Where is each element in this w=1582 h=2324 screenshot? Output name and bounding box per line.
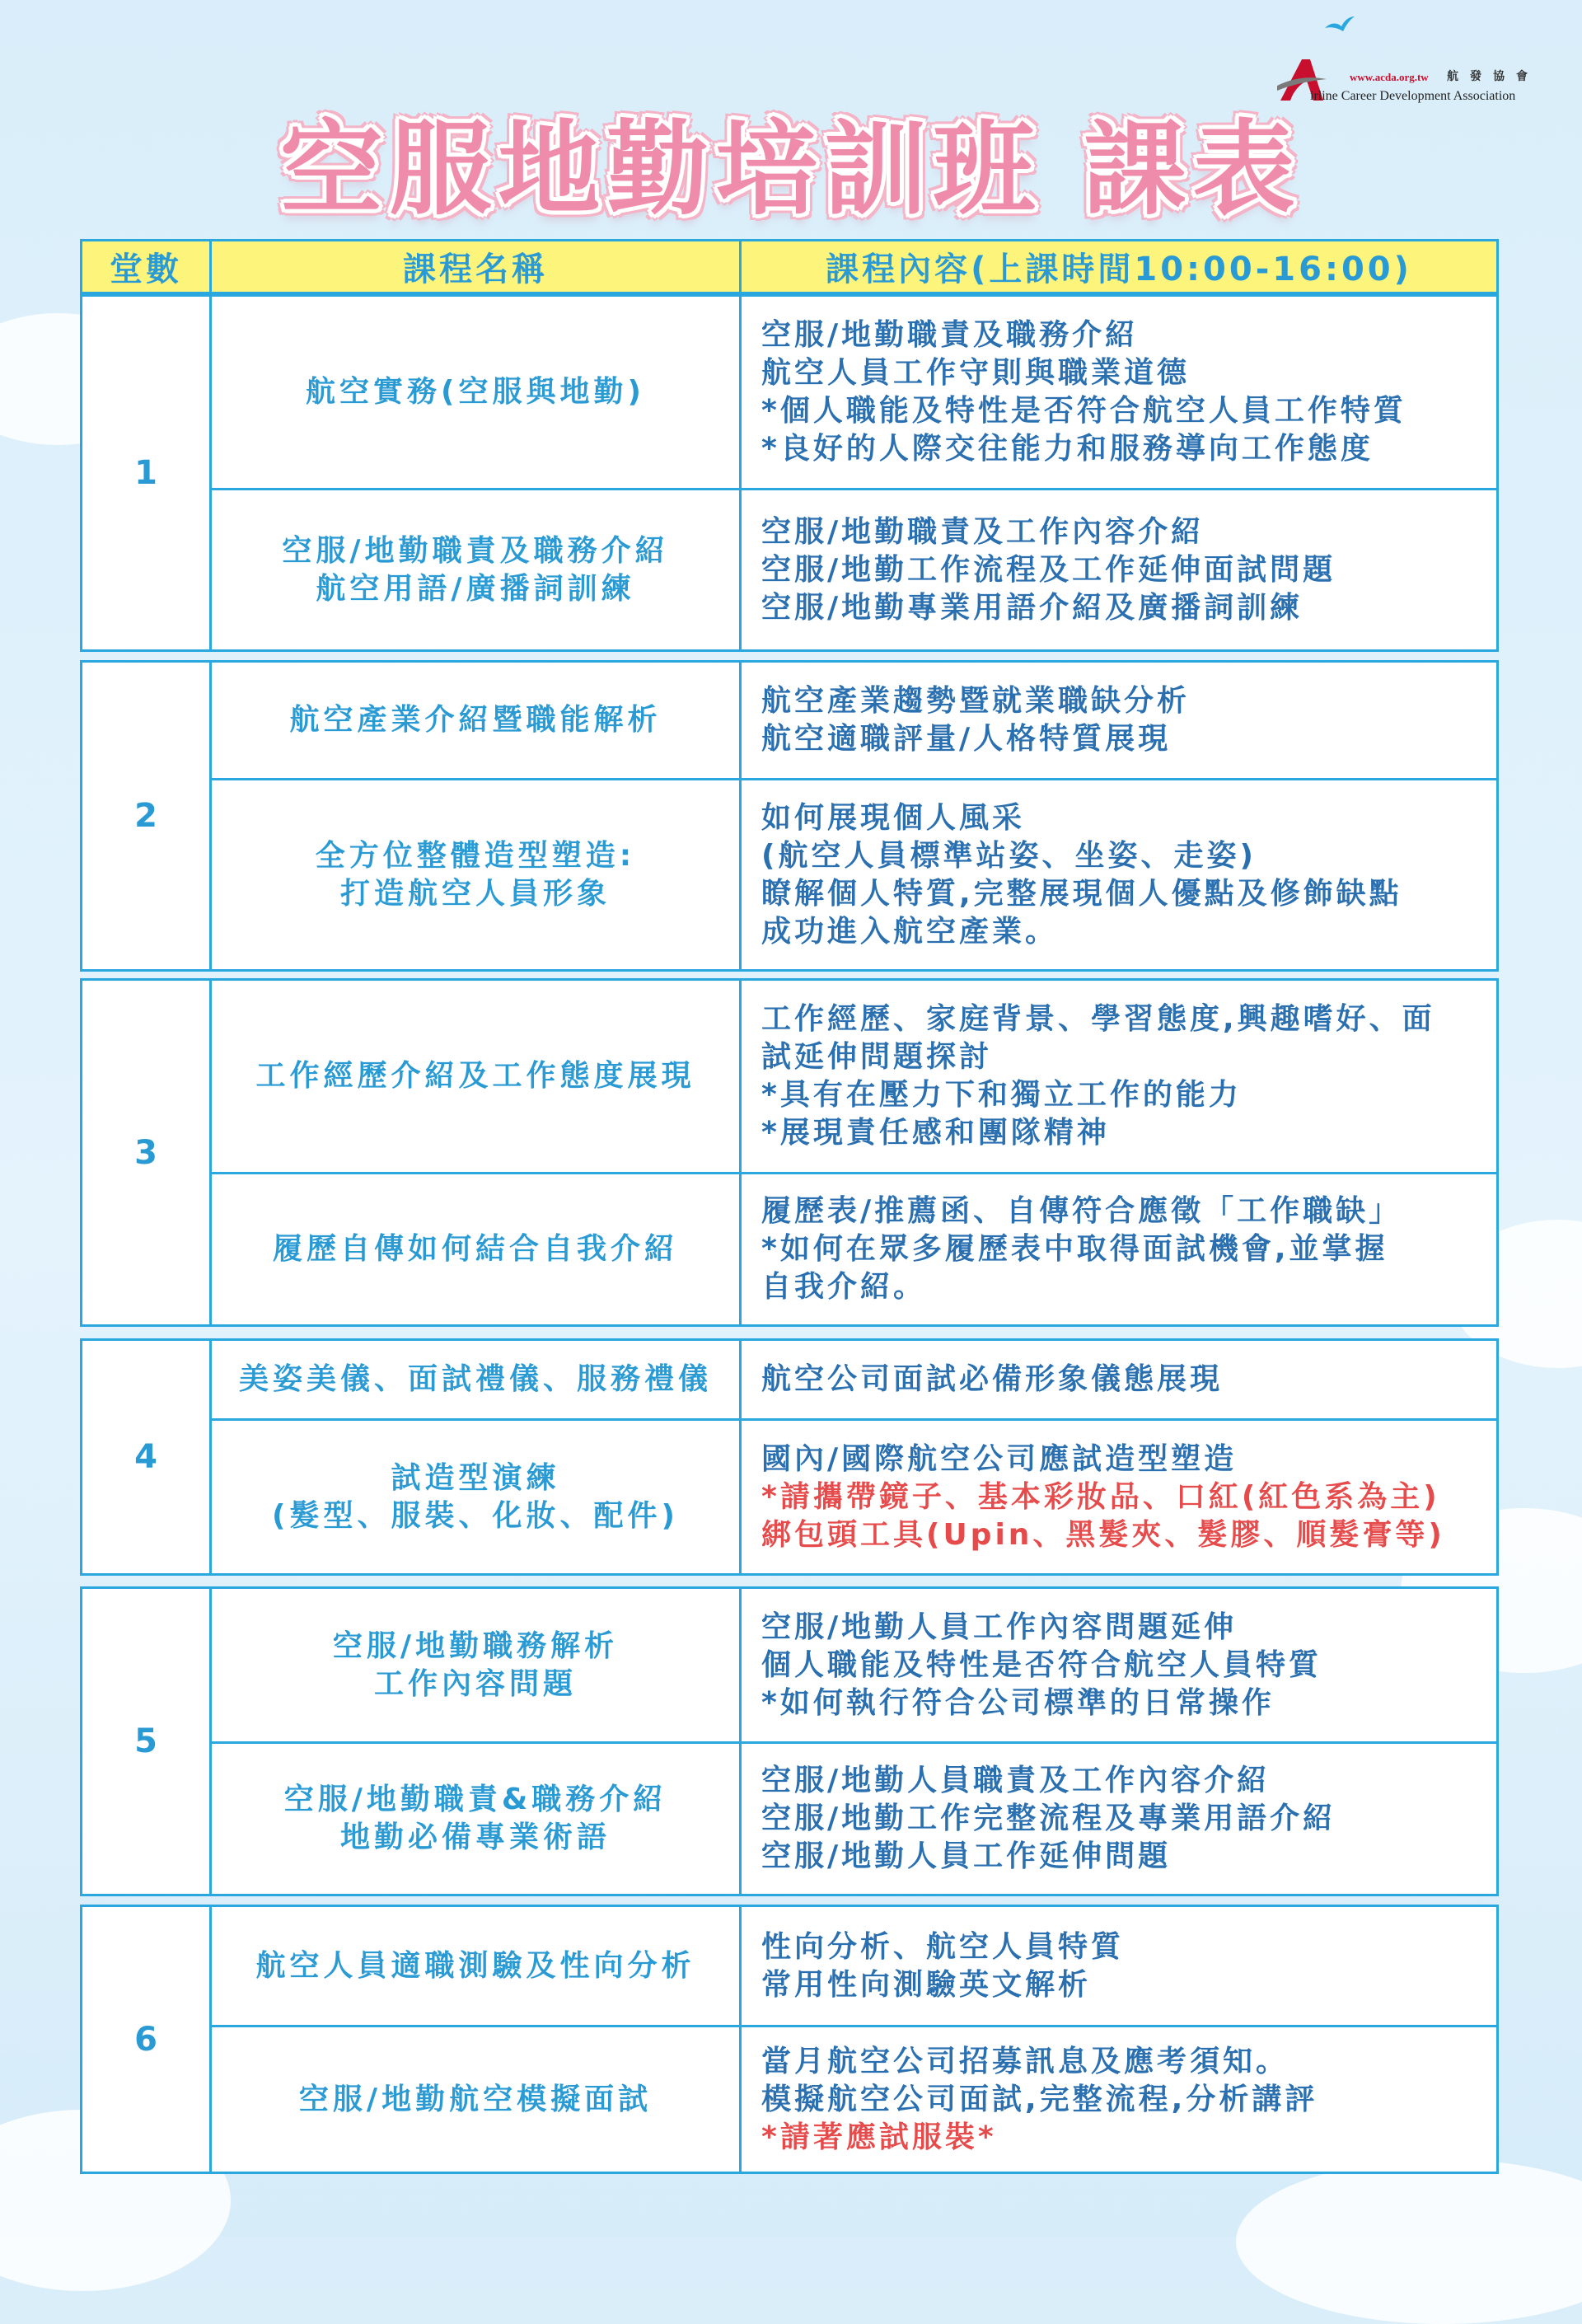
table-row <box>212 663 1496 778</box>
content-line: 自我介紹。 <box>761 1270 927 1304</box>
table-row <box>212 2025 1496 2172</box>
content-line: 航空人員工作守則與職業道德 <box>761 356 1191 390</box>
course-name-cell <box>212 1907 742 2025</box>
course-content-cell <box>742 2027 1496 2172</box>
session-number: 2 <box>82 663 212 969</box>
course-name-line: 航空實務(空服與地勤) <box>306 375 645 409</box>
table-row <box>212 1418 1496 1573</box>
course-name-line: 空服/地勤職責及職務介紹 <box>282 533 669 568</box>
content-line: 性向分析、航空人員特質 <box>761 1929 1125 1964</box>
course-content-cell <box>742 490 1496 649</box>
course-name-cell <box>212 981 742 1172</box>
content-line: 航空產業趨勢暨就業職缺分析 <box>761 684 1191 718</box>
session-group <box>80 660 1499 972</box>
content-line: 空服/地勤人員職責及工作內容介紹 <box>761 1764 1271 1797</box>
content-line: 履歷表/推薦函、自傳符合應徵「工作職缺」 <box>761 1194 1402 1228</box>
session-number: 1 <box>82 297 212 649</box>
course-name-cell <box>212 663 742 778</box>
table-row <box>212 1589 1496 1741</box>
content-line: 工作經歷、家庭背景、學習態度,興趣嗜好、面 <box>761 1002 1435 1036</box>
table-row <box>212 1172 1496 1324</box>
table-row <box>212 1907 1496 2025</box>
session-number: 6 <box>82 1907 212 2172</box>
content-line: 空服/地勤工作完整流程及專業用語介紹 <box>761 1802 1336 1835</box>
course-content-cell <box>742 1174 1496 1324</box>
course-name-line: 工作內容問題 <box>373 1666 577 1701</box>
content-line: *良好的人際交往能力和服務導向工作態度 <box>761 432 1374 466</box>
logo-name-en: irline Career Development Association <box>1310 89 1516 103</box>
course-name-line: 履歷自傳如何結合自我介紹 <box>272 1232 678 1266</box>
course-name-cell <box>212 1174 742 1324</box>
content-note-highlight: *請著應試服裝* <box>761 2120 997 2154</box>
course-name-cell <box>212 297 742 488</box>
table-header <box>80 239 1499 294</box>
session-group <box>80 1905 1499 2174</box>
course-name-line: 試造型演練 <box>391 1460 560 1495</box>
course-name-cell <box>212 490 742 649</box>
content-line: *個人職能及特性是否符合航空人員工作特質 <box>761 394 1406 428</box>
content-line: 空服/地勤職責及工作內容介紹 <box>761 514 1205 549</box>
course-content-cell <box>742 1589 1496 1741</box>
course-content-cell <box>742 1907 1496 2025</box>
page-title: 空服地勤培訓班 課表 <box>280 110 1302 229</box>
bird-icon <box>1323 13 1356 38</box>
course-name-cell <box>212 1421 742 1573</box>
course-content-cell <box>742 981 1496 1172</box>
course-content-cell <box>742 663 1496 778</box>
content-line: *展現責任感和團隊精神 <box>761 1116 1110 1150</box>
session-number: 4 <box>82 1341 212 1573</box>
course-content-cell <box>742 297 1496 488</box>
content-line: 國內/國際航空公司應試造型塑造 <box>761 1441 1238 1476</box>
table-row <box>212 778 1496 969</box>
content-line: 個人職能及特性是否符合航空人員特質 <box>761 1647 1322 1682</box>
content-note-highlight: *請攜帶鏡子、基本彩妝品、口紅(紅色系為主) <box>761 1479 1440 1514</box>
course-name-line: 航空產業介紹暨職能解析 <box>289 703 662 737</box>
content-line: 空服/地勤人員工作內容問題延伸 <box>761 1609 1238 1644</box>
content-line: 航空公司面試必備形象儀態展現 <box>761 1362 1224 1396</box>
course-name-line: 航空用語/廣播詞訓練 <box>316 571 635 606</box>
content-note-highlight: 綁包頭工具(Upin、黑髮夾、髮膠、順髮膏等) <box>761 1517 1445 1552</box>
course-content-cell <box>742 1744 1496 1894</box>
session-group <box>80 1586 1499 1896</box>
content-line: 航空適職評量/人格特質展現 <box>761 722 1172 756</box>
content-line: 模擬航空公司面試,完整流程,分析講評 <box>761 2082 1318 2116</box>
header-course-content: 課程內容(上課時間10:00-16:00) <box>826 251 1412 288</box>
logo-url: www.acda.org.tw <box>1350 71 1429 83</box>
session-number: 5 <box>82 1589 212 1894</box>
session-group <box>80 978 1499 1327</box>
content-line: 當月航空公司招募訊息及應考須知。 <box>761 2044 1289 2078</box>
course-content-cell <box>742 1421 1496 1573</box>
course-name-line: 打造航空人員形象 <box>339 876 611 911</box>
table-row <box>212 1741 1496 1894</box>
content-line: 空服/地勤專業用語介紹及廣播詞訓練 <box>761 590 1304 625</box>
table-row <box>212 488 1496 649</box>
session-number: 3 <box>82 981 212 1324</box>
course-name-line: 工作經歷介紹及工作態度展現 <box>255 1059 695 1093</box>
course-name-cell <box>212 1341 742 1418</box>
course-name-cell <box>212 780 742 969</box>
course-name-line: (髮型、服裝、化妝、配件) <box>272 1498 679 1533</box>
course-name-line: 地勤必備專業術語 <box>339 1820 611 1854</box>
table-row <box>212 981 1496 1172</box>
course-name-line: 空服/地勤職責&職務介紹 <box>283 1783 667 1816</box>
cloud-decoration <box>1236 2159 1582 2324</box>
content-line: (航空人員標準站姿、坐姿、走姿) <box>761 838 1257 873</box>
logo-name-cn: 航發協會 <box>1447 70 1539 83</box>
content-line: 常用性向測驗英文解析 <box>761 1967 1092 2002</box>
content-line: 空服/地勤人員工作延伸問題 <box>761 1839 1172 1873</box>
course-name-line: 空服/地勤航空模擬面試 <box>298 2082 653 2116</box>
table-row <box>212 1341 1496 1418</box>
content-line: *如何執行符合公司標準的日常操作 <box>761 1685 1275 1720</box>
content-line: *具有在壓力下和獨立工作的能力 <box>761 1078 1242 1112</box>
content-line: 瞭解個人特質,完整展現個人優點及修飾缺點 <box>761 876 1402 911</box>
content-line: 空服/地勤工作流程及工作延伸面試問題 <box>761 552 1336 587</box>
table-row <box>212 297 1496 488</box>
course-name-cell <box>212 2027 742 2172</box>
course-content-cell <box>742 780 1496 969</box>
course-name-line: 空服/地勤職務解析 <box>332 1628 619 1663</box>
course-name-line: 美姿美儀、面試禮儀、服務禮儀 <box>238 1362 712 1396</box>
header-session-count: 堂數 <box>82 241 212 292</box>
session-group <box>80 294 1499 652</box>
course-content-cell <box>742 1341 1496 1418</box>
content-line: 試延伸問題探討 <box>761 1040 993 1074</box>
content-line: 空服/地勤職責及職務介紹 <box>761 318 1139 352</box>
content-line: 如何展現個人風采 <box>761 800 1026 835</box>
course-name-line: 全方位整體造型塑造: <box>315 838 636 873</box>
session-group <box>80 1338 1499 1576</box>
header-course-name: 課程名稱 <box>212 241 742 292</box>
content-line: 成功進入航空產業。 <box>761 914 1059 949</box>
course-name-cell <box>212 1744 742 1894</box>
course-name-cell <box>212 1589 742 1741</box>
course-name-line: 航空人員適職測驗及性向分析 <box>255 1948 695 1983</box>
content-line: *如何在眾多履歷表中取得面試機會,並掌握 <box>761 1232 1388 1266</box>
